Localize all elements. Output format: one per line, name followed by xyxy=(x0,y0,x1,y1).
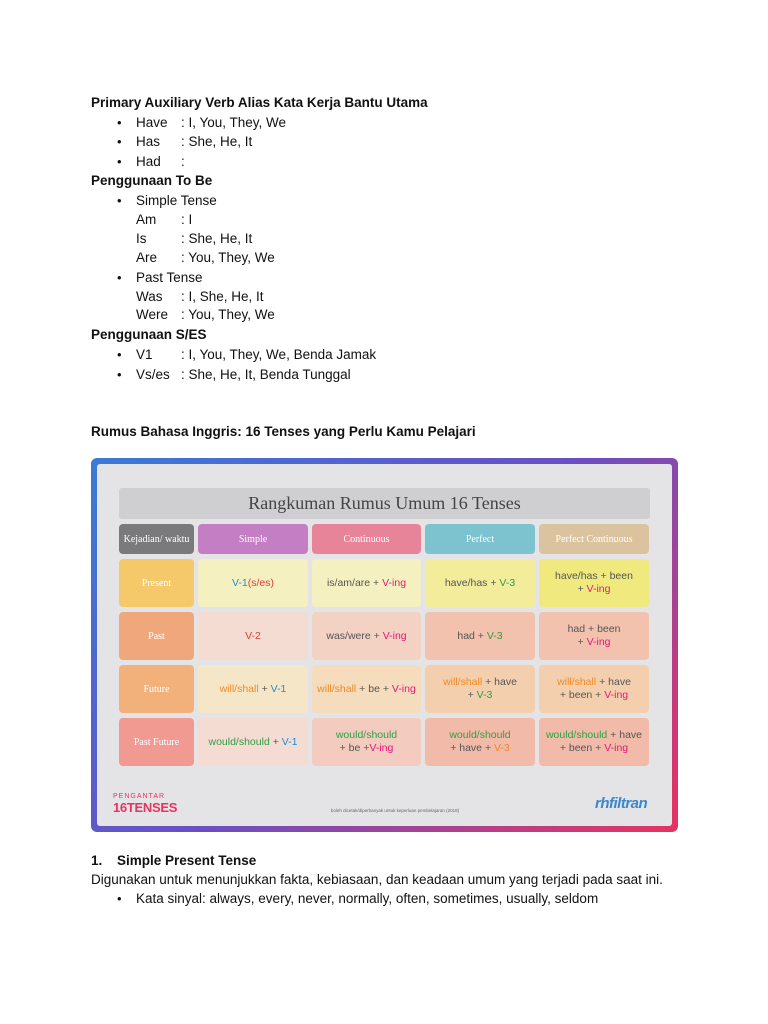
to-be-word: Am xyxy=(136,212,157,227)
formula-text xyxy=(317,683,416,696)
to-be-word: Is xyxy=(136,231,147,246)
ses-subject: : I, You, They, We, Benda Jamak xyxy=(181,347,377,362)
formula-segment: (s/es) xyxy=(247,576,274,589)
formula-text xyxy=(557,676,631,702)
to-be-subject: : You, They, We xyxy=(181,250,275,265)
heading-auxiliary: Primary Auxiliary Verb Alias Kata Kerja Bantu Utama xyxy=(91,95,428,110)
formula-text xyxy=(457,630,502,643)
formula-segment: V-2 xyxy=(245,629,261,642)
formula-text xyxy=(220,683,287,696)
formula-segment: V-3 xyxy=(494,742,510,754)
ses-subject: : She, He, It, Benda Tunggal xyxy=(181,367,351,382)
formula-present-perfect-continuous xyxy=(539,559,649,607)
formula-segment: would/should xyxy=(335,729,398,741)
section-number: 1. xyxy=(91,853,103,868)
formula-future-simple xyxy=(198,665,308,713)
logo-publisher: rhfiltran xyxy=(595,795,648,812)
to-be-subject: : I xyxy=(181,212,193,227)
formula-segment: will/shall xyxy=(317,682,357,695)
formula-segment: have/has + been xyxy=(555,570,633,582)
formula-segment: V-ing xyxy=(382,576,407,589)
header-corner: Kejadian/ waktu xyxy=(119,524,194,554)
aux-verb: Has xyxy=(136,134,161,149)
formula-text xyxy=(208,736,297,749)
logo-16tenses xyxy=(113,793,183,814)
row-label-future: Future xyxy=(119,665,194,713)
formula-segment: will/shall xyxy=(557,676,597,688)
to-be-word: Are xyxy=(136,250,158,265)
formula-segment: V-1 xyxy=(281,735,298,748)
to-be-subject: : I, She, He, It xyxy=(181,289,264,304)
formula-segment: V-ing xyxy=(604,742,629,754)
bullet-icon: • xyxy=(117,193,122,208)
tense-label: Simple Tense xyxy=(136,193,217,208)
formula-segment: V-3 xyxy=(476,689,493,701)
formula-segment: + been + xyxy=(559,689,605,701)
formula-segment: will/shall xyxy=(219,682,259,695)
simple-present-description: Digunakan untuk menunjukkan fakta, kebiasaan, dan keadaan umum yang terjadi pada saat ini. xyxy=(91,872,663,887)
formula-text xyxy=(443,676,517,702)
bullet-icon: • xyxy=(117,891,122,906)
formula-segment: + have xyxy=(596,676,631,688)
formula-segment: + have xyxy=(607,729,643,741)
aux-subject: : xyxy=(181,154,185,169)
formula-text xyxy=(568,623,621,649)
ses-verb: V1 xyxy=(136,347,153,362)
formula-segment: V-ing xyxy=(382,629,407,642)
formula-segment: V-ing xyxy=(586,636,611,648)
tenses-infographic xyxy=(91,458,678,832)
heading-s-es: Penggunaan S/ES xyxy=(91,327,207,342)
footer-note: boleh dicetak/diperbanyak untuk keperluan pembelajaran (2018) xyxy=(330,808,460,813)
formula-segment: + xyxy=(370,576,383,589)
logo-line-2: 16TENSES xyxy=(113,800,178,815)
formula-segment: V-ing xyxy=(604,689,629,701)
formula-past-simple xyxy=(198,612,308,660)
infographic-panel xyxy=(97,464,672,826)
aux-verb: Have xyxy=(136,115,168,130)
formula-segment: would/should xyxy=(449,729,511,741)
aux-subject: : She, He, It xyxy=(181,134,253,149)
logo-line-1: PENGANTAR xyxy=(113,793,166,800)
formula-text xyxy=(449,729,510,755)
formula-text xyxy=(327,577,406,590)
formula-past-future-simple xyxy=(198,718,308,766)
formula-segment: + be + xyxy=(339,742,370,754)
formula-segment: + be + xyxy=(356,682,392,695)
row-label-present: Present xyxy=(119,559,194,607)
formula-segment: had + been xyxy=(567,623,621,635)
formula-past-future-continuous xyxy=(312,718,421,766)
aux-subject: : I, You, They, We xyxy=(181,115,287,130)
header-perfect: Perfect xyxy=(425,524,535,554)
bullet-icon: • xyxy=(117,347,122,362)
formula-past-continuous xyxy=(312,612,421,660)
formula-segment: + xyxy=(577,636,587,648)
formula-text xyxy=(546,729,642,755)
formula-past-future-perfect-continuous xyxy=(539,718,649,766)
formula-segment: is/am/are xyxy=(326,576,371,589)
formula-text xyxy=(326,630,406,643)
formula-present-continuous xyxy=(312,559,421,607)
formula-segment: + xyxy=(269,735,282,748)
ses-verb: Vs/es xyxy=(136,367,170,382)
header-simple: Simple xyxy=(198,524,308,554)
formula-text xyxy=(245,630,261,643)
formula-past-perfect xyxy=(425,612,535,660)
to-be-subject: : She, He, It xyxy=(181,231,253,246)
formula-present-perfect xyxy=(425,559,535,607)
formula-segment: V-ing xyxy=(586,583,611,595)
formula-future-continuous xyxy=(312,665,421,713)
formula-segment: + have xyxy=(482,676,517,688)
formula-text xyxy=(232,577,274,590)
formula-segment: V-3 xyxy=(499,576,516,589)
formula-future-perfect xyxy=(425,665,535,713)
formula-segment: + have + xyxy=(450,742,494,754)
formula-segment: would/should xyxy=(545,729,608,741)
formula-segment: would/should xyxy=(208,735,270,748)
bullet-icon: • xyxy=(117,270,122,285)
bullet-icon: • xyxy=(117,134,122,149)
row-label-past-future: Past Future xyxy=(119,718,194,766)
heading-infographic: Rumus Bahasa Inggris: 16 Tenses yang Perlu Kamu Pelajari xyxy=(91,424,476,439)
formula-segment: + xyxy=(370,629,383,642)
formula-past-perfect-continuous xyxy=(539,612,649,660)
aux-verb: Had xyxy=(136,154,161,169)
formula-segment: V-ing xyxy=(369,742,394,754)
formula-present-simple xyxy=(198,559,308,607)
formula-past-future-perfect xyxy=(425,718,535,766)
formula-segment: V-1 xyxy=(270,682,287,695)
heading-simple-present: Simple Present Tense xyxy=(117,853,257,868)
formula-segment: + xyxy=(474,629,487,642)
formula-segment: + xyxy=(467,689,477,701)
tense-label: Past Tense xyxy=(136,270,203,285)
infographic-title: Rangkuman Rumus Umum 16 Tenses xyxy=(119,488,650,519)
formula-segment: was/were xyxy=(326,629,371,642)
bullet-icon: • xyxy=(117,154,122,169)
formula-text xyxy=(555,570,633,596)
bullet-icon: • xyxy=(117,115,122,130)
formula-segment: + been + xyxy=(559,742,605,754)
formula-segment: + xyxy=(258,682,271,695)
formula-text xyxy=(445,577,515,590)
formula-segment: have/has xyxy=(444,576,488,589)
simple-present-signal: Kata sinyal: always, every, never, normally, often, sometimes, usually, seldom xyxy=(136,891,599,906)
formula-segment: had xyxy=(457,629,475,642)
to-be-subject: : You, They, We xyxy=(181,307,275,322)
bullet-icon: • xyxy=(117,367,122,382)
header-continuous: Continuous xyxy=(312,524,421,554)
formula-segment: + xyxy=(577,583,587,595)
formula-text xyxy=(336,729,397,755)
formula-segment: V-1 xyxy=(231,576,248,589)
to-be-word: Was xyxy=(136,289,163,304)
formula-segment: V-ing xyxy=(391,682,416,695)
row-label-past: Past xyxy=(119,612,194,660)
formula-future-perfect-continuous xyxy=(539,665,649,713)
heading-to-be: Penggunaan To Be xyxy=(91,173,213,188)
formula-segment: V-3 xyxy=(486,629,503,642)
formula-segment: will/shall xyxy=(443,676,483,688)
header-perfect-continuous: Perfect Continuous xyxy=(539,524,649,554)
to-be-word: Were xyxy=(136,307,169,322)
formula-segment: + xyxy=(487,576,500,589)
